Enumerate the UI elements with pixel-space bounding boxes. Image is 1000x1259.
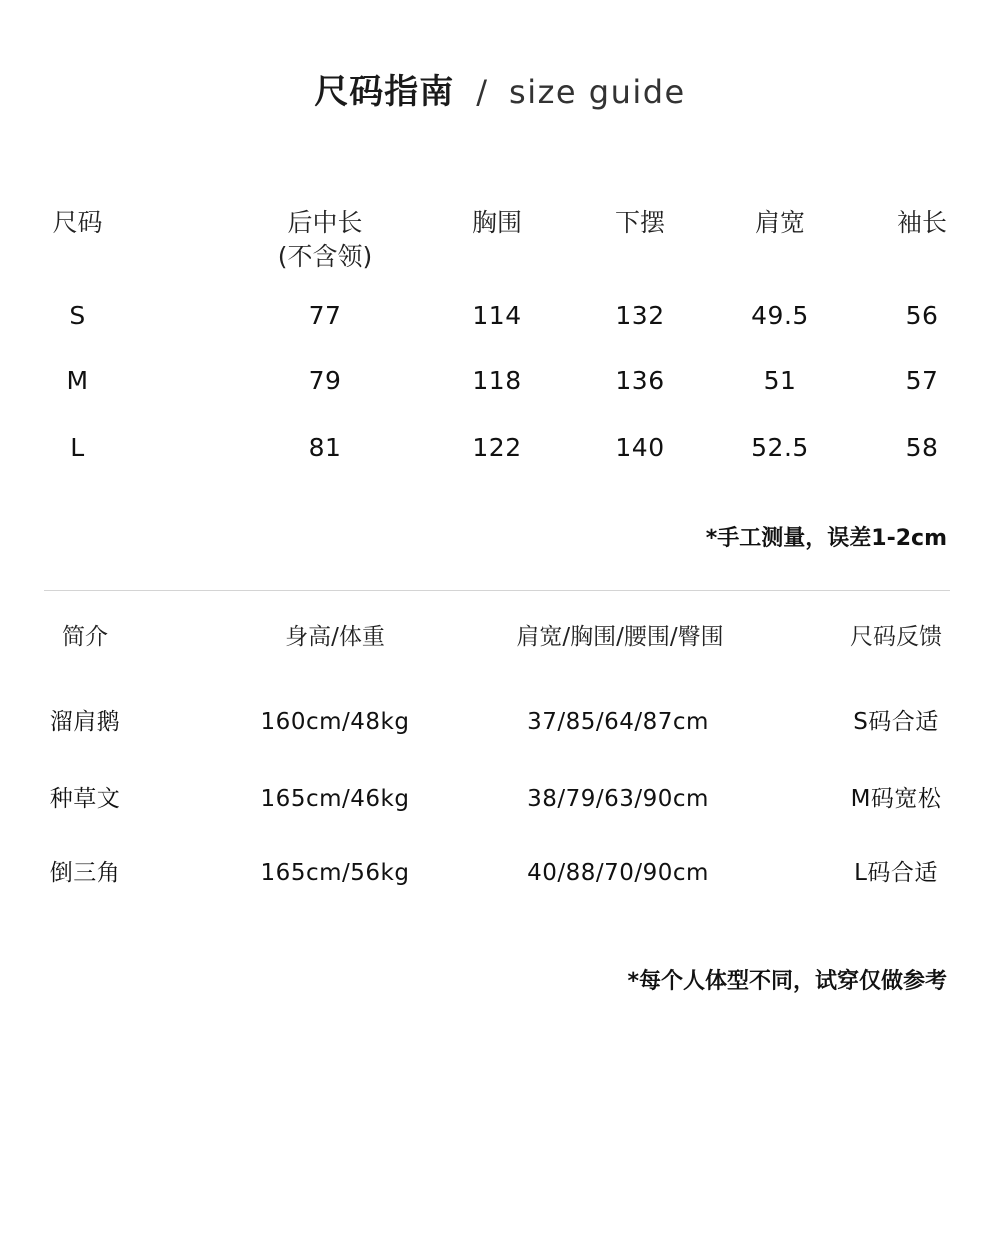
size-header-back-length-note: (不含领) xyxy=(277,242,373,271)
fit-table-cell: 165cm/56kg xyxy=(260,860,410,886)
fit-header-measurements: 肩宽/胸围/腰围/臀围 xyxy=(516,624,724,650)
section-divider xyxy=(44,590,950,591)
size-table-cell: 56 xyxy=(905,301,939,330)
title-separator: / xyxy=(476,73,488,111)
measurement-note: *手工测量，误差1-2cm xyxy=(705,526,947,551)
size-header-shoulder: 肩宽 xyxy=(754,208,805,237)
size-table-cell: 51 xyxy=(763,366,797,395)
size-header-chest: 胸围 xyxy=(471,208,522,237)
fit-header-height-weight: 身高/体重 xyxy=(285,624,385,650)
size-header-back-length: 后中长 xyxy=(287,208,363,237)
size-header-hem: 下摆 xyxy=(614,208,665,237)
fit-disclaimer-note: *每个人体型不同，试穿仅做参考 xyxy=(627,969,947,994)
size-table-cell: 81 xyxy=(308,433,342,462)
fit-table-cell: 倒三角 xyxy=(49,860,121,886)
fit-table-cell: 40/88/70/90cm xyxy=(527,860,709,886)
page-title xyxy=(0,70,1000,114)
size-table-cell: 118 xyxy=(472,366,522,395)
size-table-cell: M xyxy=(66,366,89,395)
fit-table-cell: 165cm/46kg xyxy=(260,786,410,812)
size-table-cell: 122 xyxy=(472,433,522,462)
size-table-cell: 114 xyxy=(472,301,522,330)
size-table-cell: 140 xyxy=(615,433,665,462)
fit-table-cell: L码合适 xyxy=(854,860,938,886)
size-table-cell: 58 xyxy=(905,433,939,462)
size-table-cell: 136 xyxy=(615,366,665,395)
fit-table-cell: 38/79/63/90cm xyxy=(527,786,709,812)
size-header-size: 尺码 xyxy=(52,208,103,237)
fit-header-feedback: 尺码反馈 xyxy=(850,624,942,650)
size-header-sleeve: 袖长 xyxy=(896,208,947,237)
size-table-cell: L xyxy=(70,433,85,462)
title-zh: 尺码指南 xyxy=(314,72,455,112)
fit-table-cell: 160cm/48kg xyxy=(260,709,410,735)
fit-table-cell: 种草文 xyxy=(49,786,121,812)
size-table-cell: 132 xyxy=(615,301,665,330)
fit-table-cell: 溜肩鹅 xyxy=(49,709,121,735)
title-en: size guide xyxy=(509,73,686,111)
fit-header-profile: 简介 xyxy=(62,624,108,650)
size-table-cell: 77 xyxy=(308,301,342,330)
size-table-cell: 57 xyxy=(905,366,939,395)
fit-table-cell: 37/85/64/87cm xyxy=(527,709,709,735)
size-table-cell: 52.5 xyxy=(751,433,809,462)
size-table-cell: 49.5 xyxy=(751,301,809,330)
fit-table-cell: M码宽松 xyxy=(850,786,942,812)
size-table-cell: 79 xyxy=(308,366,342,395)
fit-table-cell: S码合适 xyxy=(853,709,939,735)
size-table-cell: S xyxy=(69,301,86,330)
